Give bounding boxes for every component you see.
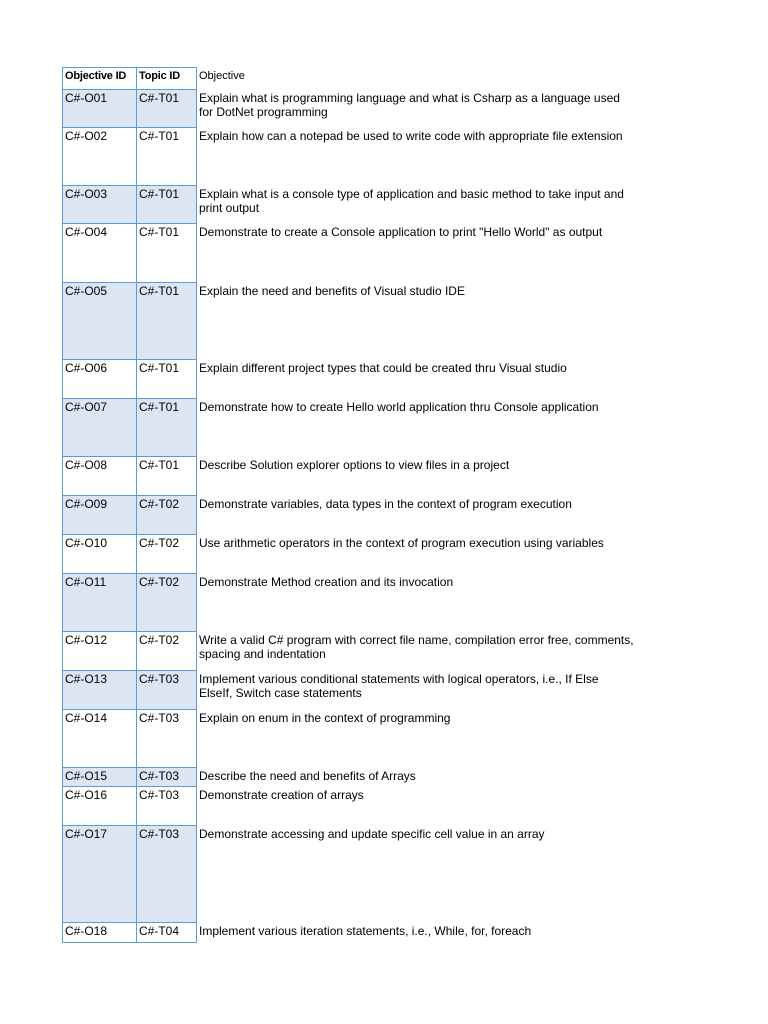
objective-cell: Demonstrate Method creation and its invocation [199, 574, 454, 589]
objective-id-cell: C#-O11 [63, 574, 137, 632]
objective-cell: Explain what is a console type of application and basic method to take input and print output [199, 186, 624, 215]
objective-id-cell: C#-O06 [63, 360, 137, 399]
table-row [63, 283, 637, 360]
objective-id-cell: C#-O08 [63, 457, 137, 496]
objective-cell: Explain on enum in the context of programming [199, 710, 451, 725]
objective-id-cell: C#-O05 [63, 283, 137, 360]
header-topic-id: Topic ID [137, 68, 197, 90]
objective-id-cell: C#-O10 [63, 535, 137, 574]
objective-id-cell: C#-O14 [63, 710, 137, 768]
objective-id-cell: C#-O12 [63, 632, 137, 671]
objectives-sheet [62, 67, 637, 943]
topic-id-cell: C#-T01 [137, 457, 197, 496]
objectives-body [63, 90, 637, 943]
table-row [63, 768, 637, 787]
objective-cell: Demonstrate variables, data types in the context of program execution [199, 496, 572, 511]
table-row [63, 457, 637, 496]
table-row [63, 671, 637, 710]
objective-cell: Demonstrate creation of arrays [199, 787, 364, 802]
topic-id-cell: C#-T01 [137, 186, 197, 224]
topic-id-cell: C#-T01 [137, 399, 197, 457]
topic-id-cell: C#-T04 [137, 923, 197, 943]
objective-id-cell: C#-O13 [63, 671, 137, 710]
table-row [63, 128, 637, 186]
objective-id-cell: C#-O03 [63, 186, 137, 224]
table-row [63, 90, 637, 128]
objective-id-cell: C#-O17 [63, 826, 137, 923]
table-row [63, 574, 637, 632]
objective-cell: Explain the need and benefits of Visual studio IDE [199, 283, 465, 298]
objective-cell: Demonstrate how to create Hello world application thru Console application [199, 399, 599, 414]
objective-cell: Implement various iteration statements, i.e., While, for, foreach [199, 923, 532, 938]
topic-id-cell: C#-T03 [137, 787, 197, 826]
objective-cell: Describe the need and benefits of Arrays [199, 768, 416, 783]
header-row [63, 68, 637, 90]
table-row [63, 186, 637, 224]
objective-cell: Explain different project types that could be created thru Visual studio [199, 360, 567, 375]
topic-id-cell: C#-T03 [137, 671, 197, 710]
table-row [63, 535, 637, 574]
topic-id-cell: C#-T01 [137, 360, 197, 399]
table-row [63, 826, 637, 923]
table-row [63, 710, 637, 768]
topic-id-cell: C#-T01 [137, 90, 197, 128]
table-row [63, 923, 637, 943]
header-objective-id: Objective ID [63, 68, 137, 90]
objective-id-cell: C#-O07 [63, 399, 137, 457]
objective-cell: Demonstrate accessing and update specific cell value in an array [199, 826, 545, 841]
table-row [63, 399, 637, 457]
topic-id-cell: C#-T03 [137, 768, 197, 787]
objective-cell: Explain how can a notepad be used to write code with appropriate file extension [199, 128, 623, 143]
objective-id-cell: C#-O09 [63, 496, 137, 535]
topic-id-cell: C#-T02 [137, 632, 197, 671]
objective-cell: Write a valid C# program with correct file name, compilation error free, comments, spacing and indentation [199, 632, 634, 661]
table-row [63, 360, 637, 399]
objectives-table [62, 67, 637, 943]
table-row [63, 632, 637, 671]
topic-id-cell: C#-T01 [137, 283, 197, 360]
objective-cell: Explain what is programming language and what is Csharp as a language used for DotNet programming [199, 90, 620, 119]
topic-id-cell: C#-T03 [137, 710, 197, 768]
topic-id-cell: C#-T02 [137, 574, 197, 632]
objective-id-cell: C#-O01 [63, 90, 137, 128]
objective-id-cell: C#-O16 [63, 787, 137, 826]
topic-id-cell: C#-T01 [137, 128, 197, 186]
objective-cell: Demonstrate to create a Console application to print "Hello World" as output [199, 224, 603, 239]
topic-id-cell: C#-T03 [137, 826, 197, 923]
table-row [63, 224, 637, 283]
objective-id-cell: C#-O18 [63, 923, 137, 943]
objective-id-cell: C#-O02 [63, 128, 137, 186]
table-row [63, 496, 637, 535]
topic-id-cell: C#-T02 [137, 496, 197, 535]
objective-cell: Describe Solution explorer options to view files in a project [199, 457, 510, 472]
table-row [63, 787, 637, 826]
objective-cell: Implement various conditional statements with logical operators, i.e., If Else ElseIf, Switch case statements [199, 671, 599, 700]
header-objective: Objective [199, 69, 245, 82]
topic-id-cell: C#-T01 [137, 224, 197, 283]
objective-id-cell: C#-O04 [63, 224, 137, 283]
objective-id-cell: C#-O15 [63, 768, 137, 787]
topic-id-cell: C#-T02 [137, 535, 197, 574]
objective-cell: Use arithmetic operators in the context of program execution using variables [199, 535, 604, 550]
